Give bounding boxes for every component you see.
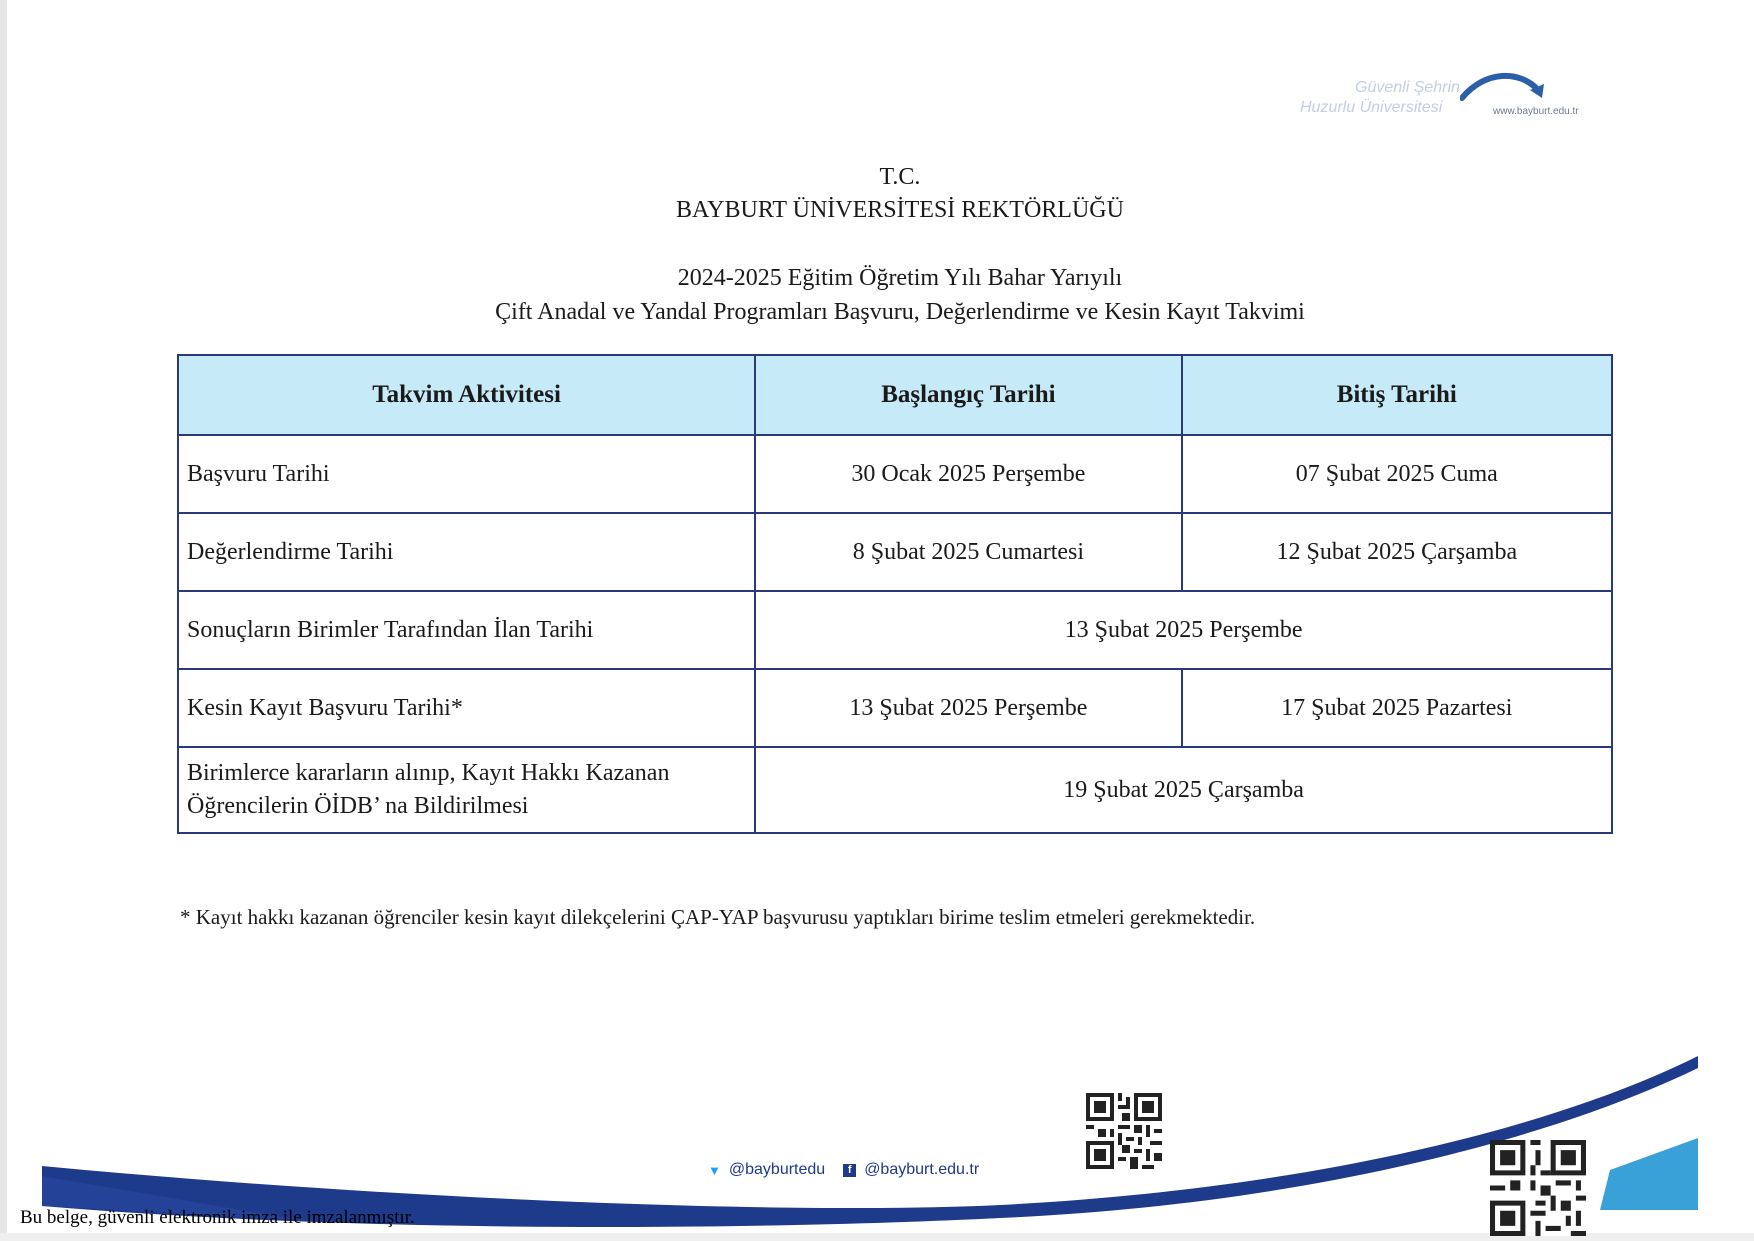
- table-header-row: [178, 355, 1612, 435]
- facebook-handle[interactable]: @bayburt.edu.tr: [864, 1161, 980, 1178]
- twitter-handle[interactable]: @bayburtedu: [728, 1161, 826, 1178]
- qr-code-icon: [1486, 1140, 1590, 1236]
- twitter-icon: ▼: [708, 1162, 721, 1178]
- end-date-cell: 17 Şubat 2025 Pazartesi: [1182, 669, 1612, 747]
- table-row: [178, 669, 1612, 747]
- start-date-cell: 8 Şubat 2025 Cumartesi: [755, 513, 1181, 591]
- header-start-date: Başlangıç Tarihi: [755, 355, 1181, 435]
- title-calendar: Çift Anadal ve Yandal Programları Başvuru, Değerlendirme ve Kesin Kayıt Takvimi: [495, 299, 1305, 325]
- facebook-icon: f: [843, 1164, 856, 1177]
- activity-cell: Değerlendirme Tarihi: [178, 513, 755, 591]
- university-slogan: [1300, 78, 1480, 118]
- e-signature-statement: Bu belge, güvenli elektronik imza ile imzalanmıştır.: [20, 1207, 415, 1228]
- end-date-cell: 07 Şubat 2025 Cuma: [1182, 435, 1612, 513]
- table-row: [178, 591, 1612, 669]
- title-academic-year: 2024-2025 Eğitim Öğretim Yılı Bahar Yarıyılı: [677, 265, 1123, 291]
- slogan-line-1: Güvenli Şehrin: [1355, 79, 1460, 96]
- merged-date-cell: 13 Şubat 2025 Perşembe: [755, 591, 1612, 669]
- footnote: * Kayıt hakkı kazanan öğrenciler kesin kayıt dilekçelerini ÇAP-YAP başvurusu yaptıkları birime teslim etmeleri gerekmektedir.: [180, 905, 1256, 929]
- title-tc: T.C.: [879, 164, 921, 190]
- university-logo-swoosh-icon: [1460, 68, 1555, 108]
- calendar-table: [177, 354, 1613, 834]
- merged-date-cell: 19 Şubat 2025 Çarşamba: [755, 747, 1612, 833]
- qr-code-icon: [1086, 1093, 1162, 1169]
- activity-cell: Kesin Kayıt Başvuru Tarihi*: [178, 669, 755, 747]
- end-date-cell: 12 Şubat 2025 Çarşamba: [1182, 513, 1612, 591]
- activity-cell: Sonuçların Birimler Tarafından İlan Tarihi: [178, 591, 755, 669]
- activity-cell: [178, 747, 755, 833]
- activity-line-1: Birimlerce kararların alınıp, Kayıt Hakkı Kazanan: [187, 760, 670, 786]
- social-links: [708, 1161, 979, 1179]
- header-activity: Takvim Aktivitesi: [178, 355, 755, 435]
- table-row: [178, 747, 1612, 833]
- start-date-cell: 30 Ocak 2025 Perşembe: [755, 435, 1181, 513]
- slogan-line-2: Huzurlu Üniversitesi: [1300, 99, 1443, 116]
- activity-cell: Başvuru Tarihi: [178, 435, 755, 513]
- table-row: [178, 435, 1612, 513]
- activity-line-2: Öğrencilerin ÖİDB’ na Bildirilmesi: [187, 793, 529, 819]
- title-rectorate: BAYBURT ÜNİVERSİTESİ REKTÖRLÜĞÜ: [676, 197, 1124, 223]
- start-date-cell: 13 Şubat 2025 Perşembe: [755, 669, 1181, 747]
- logo-website-text: www.bayburt.edu.tr: [1493, 106, 1579, 117]
- header-end-date: Bitiş Tarihi: [1182, 355, 1612, 435]
- logo-website: [1493, 106, 1579, 117]
- table-row: [178, 513, 1612, 591]
